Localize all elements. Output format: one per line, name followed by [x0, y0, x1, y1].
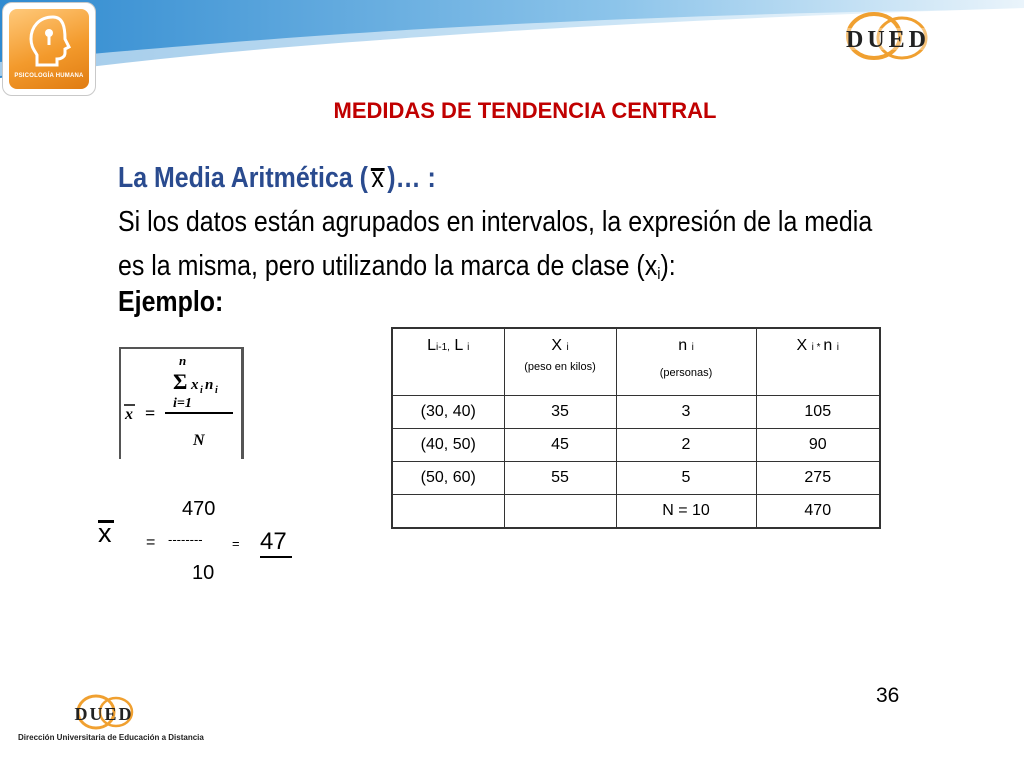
svg-text:x: x	[191, 377, 199, 393]
table-cell: 3	[616, 396, 756, 429]
svg-text:i=1: i=1	[173, 396, 192, 411]
calc-result: 47	[260, 528, 287, 555]
description: Si los datos están agrupados en intervalos, la expresión de la media es la misma, pero utilizando la marca de clase $(x_i)$:	[118, 206, 873, 283]
subtitle	[118, 162, 436, 195]
table-cell: (40, 50)	[392, 429, 504, 462]
psychology-logo	[2, 2, 96, 96]
header-class-mark: X i (peso en kilos)	[504, 328, 616, 396]
svg-text:N: N	[193, 432, 205, 449]
table-row	[392, 396, 880, 429]
calc-equals: =	[146, 534, 156, 551]
slide-title: MEDIDAS DE TENDENCIA CENTRAL	[333, 98, 717, 123]
page-number: 36	[876, 684, 900, 707]
calc-denominator: 10	[192, 562, 215, 584]
table-cell: 470	[756, 495, 880, 529]
example-label: Ejemplo:	[118, 286, 224, 318]
table-cell	[392, 495, 504, 529]
header-frequency: n i (personas)	[616, 328, 756, 396]
header-interval: Li-1, L i	[392, 328, 504, 396]
logo-caption: PSICOLOGÍA HUMANA	[14, 73, 84, 79]
table-cell: N = 10	[616, 495, 756, 529]
svg-text:x: x	[125, 406, 133, 423]
calc-fraction-line: --------	[168, 532, 203, 547]
header-product: X i * n i	[756, 328, 880, 396]
table-cell: (30, 40)	[392, 396, 504, 429]
calc-equals-2: =	[232, 536, 240, 551]
table-cell: 45	[504, 429, 616, 462]
table-cell: (50, 60)	[392, 462, 504, 495]
table-cell: 55	[504, 462, 616, 495]
svg-text:n: n	[179, 353, 187, 368]
table-cell: 105	[756, 396, 880, 429]
table-cell: 35	[504, 396, 616, 429]
head-silhouette-icon	[9, 9, 89, 71]
table-cell: 5	[616, 462, 756, 495]
dued-logo-top	[782, 8, 994, 68]
table-total-row	[392, 495, 880, 529]
svg-text:n: n	[205, 377, 214, 393]
svg-text:i: i	[200, 385, 203, 396]
table-cell: 2	[616, 429, 756, 462]
mean-calculation	[96, 496, 306, 596]
frequency-table	[391, 327, 881, 529]
table-cell: 275	[756, 462, 880, 495]
subtitle-end: )… :	[387, 162, 436, 194]
calc-numerator: 470	[182, 498, 216, 520]
svg-text:DUED: DUED	[74, 704, 134, 724]
table-row	[392, 462, 880, 495]
calc-x-bar-symbol: x	[98, 518, 112, 548]
table-cell	[504, 495, 616, 529]
footer-caption: Dirección Universitaria de Educación a Distancia	[18, 733, 204, 742]
table-row	[392, 429, 880, 462]
table-header-row	[392, 328, 880, 396]
x-bar-symbol: x	[371, 162, 384, 194]
svg-text:DUED: DUED	[845, 27, 931, 53]
mean-formula-image	[119, 347, 244, 459]
table-cell: 90	[756, 429, 880, 462]
svg-text:i: i	[215, 385, 218, 396]
svg-text:Σ: Σ	[173, 369, 188, 394]
subtitle-text: La Media Aritmética (	[118, 162, 368, 194]
svg-text:=: =	[145, 403, 156, 423]
